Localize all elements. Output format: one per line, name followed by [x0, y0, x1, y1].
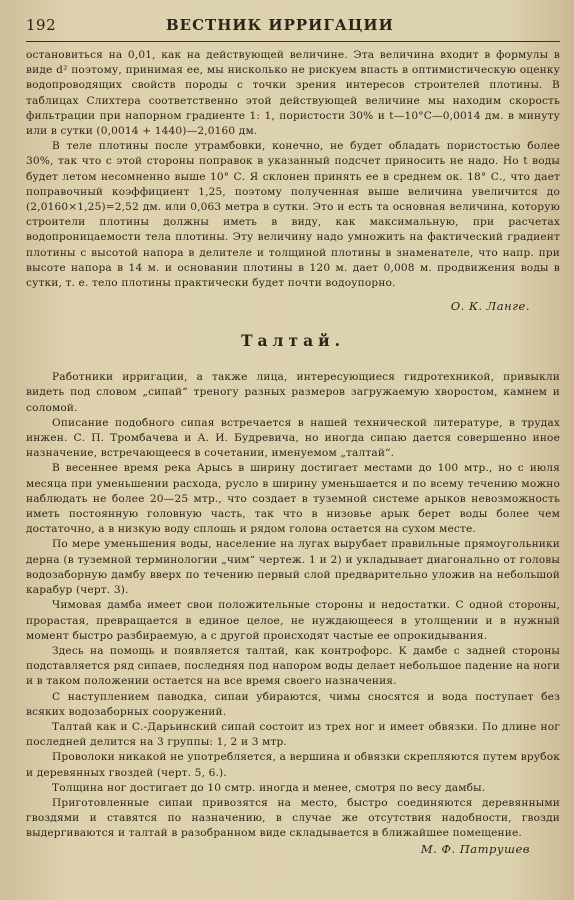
article-paragraph: По мере уменьшения воды, население на лугах вырубает правильные прямоугольники дерна (в туземной терминологии „чим“ чертеж. 1 и 2) и укладывает диагонально от головы водозаборную дамбу вверх по течению первый слой предварительно уложив на небольшой карабур (черт. 3).	[26, 538, 560, 597]
article-paragraph: В весеннее время река Арысь в ширину достигает местами до 100 мтр., но с июля месяца при уменьшении расхода, русло в ширину уменьшается и по всему течению можно наблюдать не более 20—25 мтр., что создает в туземной системе арыков невозможность иметь постоянную головную часть, так что в низовье арык берет воды более чем достаточно, а в низкую воду сплошь и рядом голова остается на сухом месте.	[26, 462, 560, 536]
article-paragraph: Приготовленные сипаи привозятся на место, быстро соединяются деревянными гвоздями и ставятся по назначению, в случае же отсутствия надобности, гвозди выдергиваются и талтай в разобранном виде складывается в ближайшее помещение.	[26, 796, 560, 840]
article-lange	[26, 48, 560, 313]
article-paragraph: Талтай как и С.-Дарьинский сипай состоит из трех ног и имеет обвязки. По длине ног последней делится на 3 группы: 1, 2 и 3 мтр.	[26, 720, 560, 749]
article-paragraph: В теле плотины после утрамбовки, конечно, не будет обладать пористостью более 30%, так что с этой стороны поправок в указанный подсчет приносить не надо. Но t воды будет летом несомненно выше 10° С. Я склонен принять ее в среднем ок. 18° С., что дает поправочный коэффициент 1,25, поэтому полученная выше величина увеличится до (2,0160×1,25)=2,52 дм. или 0,063 метра в сутки. Это и есть та основная величина, которую строители плотины должны иметь в виду, как максимальную, при расчетах водопроницаемости тела плотины. Эту величину надо умножить на фактический градиент плотины с высотой напора в делителе и толщиной плотины в знаменателе, что напр. при высоте напора в 14 м. и основании плотины в 120 м. дает 0,008 м. продвижения воды в сутки, т. е. тело плотины практически будет почти водоупорно.	[26, 140, 560, 290]
section-title: Талтай.	[240, 331, 346, 351]
article-paragraph: Толщина ног достигает до 10 смтр. иногда и менее, смотря по весу дамбы.	[52, 781, 486, 794]
article-paragraph: Здесь на помощь и появляется талтай, как контрофорс. К дамбе с задней стороны подставляется ряд сипаев, последняя под напором воды делает небольшое падение на ноги и в таком положении остается на все время своего назначения.	[26, 644, 560, 688]
author-signature: О. К. Ланге.	[450, 299, 530, 314]
article-taltai	[26, 370, 560, 855]
article-paragraph: Чимовая дамба имеет свои положительные стороны и недостатки. С одной стороны, прорастая, превращается в единое целое, не нуждающееся в утолщении и в нужный момент быстро разбираемую, а с другой происходят частые ее опрокидывания.	[26, 599, 560, 642]
article-paragraph: остановиться на 0,01, как на действующей величине. Эта величина входит в формулы в виде d² поэтому, принимая ее, мы нисколько не рискуем впасть в оптимистическую оценку водопроводящих свойств породы с точки зрения интересов строителей плотины. В таблицах Слихтера соответственно этой действующей величине мы находим скорость фильтрации при напорном градиенте 1: 1, пористости 30% и t—10°С—0,0014 дм. в минуту или в сутки (0,0014 + 1440)—2,0160 дм.	[26, 49, 560, 138]
page-header	[26, 16, 560, 42]
article-paragraph: Работники ирригации, а также лица, интересующиеся гидротехникой, привыкли видеть под словом „сипай“ треногу разных размеров загружаемую хворостом, камнем и соломой.	[26, 371, 560, 414]
article-paragraph: Проволоки никакой не употребляется, а вершина и обвязки скрепляются путем врубок и деревянных гвоздей (черт. 5, 6.).	[26, 751, 560, 779]
author-signature: М. Ф. Патрушев	[420, 841, 530, 856]
page-number: 192	[26, 16, 57, 34]
journal-title: ВЕСТНИК ИРРИГАЦИИ	[166, 16, 394, 34]
article-paragraph: Описание подобного сипая встречается в нашей технической литературе, в трудах инжен. С. П. Тромбачева и А. И. Будревича, но иногда сипаю дается совершенно иное назначение, встречающееся в сочетании, именуемом „талтай“.	[26, 416, 560, 460]
article-paragraph: С наступлением паводка, сипаи убираются, чимы сносятся и вода поступает без всяких водозаборных сооружений.	[26, 690, 560, 718]
